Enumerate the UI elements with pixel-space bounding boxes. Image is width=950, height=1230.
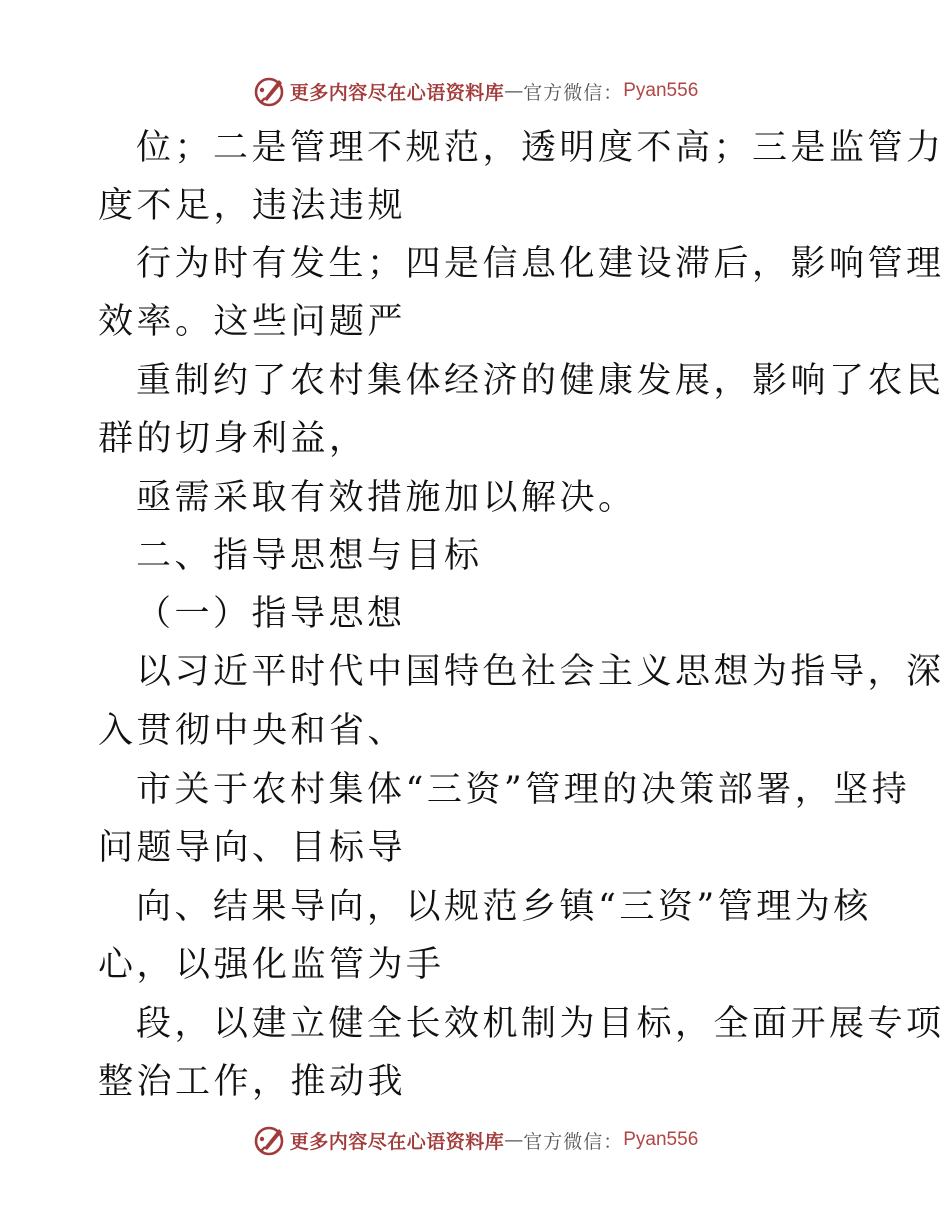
banner-wechat-id: Pyan556 xyxy=(623,80,699,101)
body-line: 度不足，违法违规 xyxy=(98,186,407,226)
body-line: 问题导向、目标导 xyxy=(98,828,407,868)
body-line: 心，以强化监管为手 xyxy=(98,945,445,985)
footer-banner xyxy=(0,1120,950,1160)
body-line: 重制约了农村集体经济的健康发展，影响了农民 xyxy=(136,361,945,401)
banner-separator: — xyxy=(504,80,524,102)
body-line: 以习近平时代中国特色社会主义思想为指导，深 xyxy=(136,652,945,692)
banner-wechat-label: 官方微信： xyxy=(523,81,624,104)
body-line: 群的切身利益， xyxy=(98,419,368,459)
header-banner xyxy=(0,71,950,111)
body-line: 段，以建立健全长效机制为目标，全面开展专项 xyxy=(136,1004,945,1044)
banner-wechat-id: Pyan556 xyxy=(623,1129,699,1150)
body-line: 位；二是管理不规范，透明度不高；三是监管力 xyxy=(136,128,945,168)
quill-pen-logo-icon xyxy=(252,1123,286,1157)
subsection-heading: （一）指导思想 xyxy=(136,594,406,634)
body-line: 亟需采取有效措施加以解决。 xyxy=(136,478,637,518)
banner-wechat-label: 官方微信： xyxy=(523,1130,624,1153)
body-line: 行为时有发生；四是信息化建设滞后，影响管理 xyxy=(136,244,945,284)
banner-library-text: 更多内容尽在心语资料库 xyxy=(289,1130,505,1153)
body-line: 市关于农村集体“三资”管理的决策部署，坚持 xyxy=(136,770,911,810)
section-heading: 二、指导思想与目标 xyxy=(136,536,483,576)
banner-library-text: 更多内容尽在心语资料库 xyxy=(289,81,505,104)
body-line: 效率。这些问题严 xyxy=(98,302,407,342)
body-line: 向、结果导向，以规范乡镇“三资”管理为核 xyxy=(136,887,872,927)
quill-pen-logo-icon xyxy=(252,74,286,108)
body-line: 入贯彻中央和省、 xyxy=(98,711,407,751)
banner-separator: — xyxy=(504,1129,524,1151)
body-line: 整治工作，推动我 xyxy=(98,1062,407,1102)
